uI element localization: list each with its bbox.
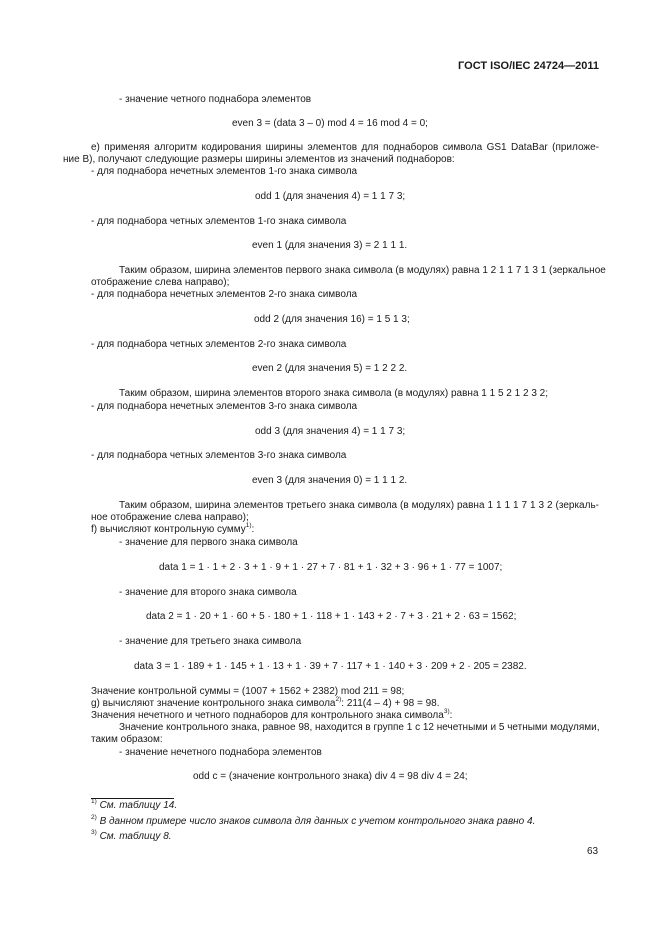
formula-line: even 3 (для значения 0) = 1 1 1 2. (252, 475, 408, 486)
text-line: - значение для третьего знака символа (119, 636, 302, 647)
footnote-ref: 2) (335, 695, 342, 703)
formula-line: even 1 (для значения 3) = 2 1 1 1. (252, 240, 408, 251)
text-line: Таким образом, ширина элементов первого знака символа (в модулях) равна 1 2 1 1 7 1 3 1 (зеркальное (119, 265, 606, 276)
text-line: - для поднабора четных элементов 3-го знака символа (91, 450, 347, 461)
text-line: - значение для второго знака символа (119, 587, 297, 598)
text-line: Значение контрольной суммы = (1007 + 1562 + 2382) mod 211 = 98; (91, 686, 405, 697)
text-line: ние В), получают следующие размеры ширины элементов из значений поднаборов: (63, 154, 455, 165)
text-line: - для поднабора четных элементов 2-го знака символа (91, 339, 347, 350)
list-item-text: g) вычисляют значение контрольного знака символа (91, 698, 336, 709)
footnote-mark: 1) (91, 797, 97, 805)
footnote-mark: 2) (91, 813, 97, 821)
text-line: таким образом: (91, 734, 163, 745)
formula-line: odd 3 (для значения 4) = 1 1 7 3; (255, 426, 406, 437)
footnote-ref: 1) (245, 521, 252, 529)
text-line (91, 707, 453, 722)
text-line: отображение слева направо); (91, 277, 230, 288)
footnote-text: См. таблицу 8. (99, 831, 172, 842)
text-line: ное отображение слева направо); (91, 512, 249, 523)
list-item-text: f) вычисляют контрольную сумму (91, 524, 246, 535)
footnote-separator (91, 798, 174, 799)
text-line: - значение для первого знака символа (119, 537, 298, 548)
text-line: - значение четного поднабора элементов (119, 94, 312, 105)
text-line: - для поднабора нечетных элементов 2-го знака символа (91, 289, 358, 300)
punctuation: : (251, 524, 255, 535)
text-line: Таким образом, ширина элементов второго знака символа (в модулях) равна 1 1 5 2 1 2 3 2; (119, 388, 548, 399)
formula-line: data 3 = 1 · 189 + 1 · 145 + 1 · 13 + 1 · 39 + 7 · 117 + 1 · 140 + 3 · 209 + 2 · 205 = 2382. (134, 661, 527, 672)
footnote (91, 828, 172, 843)
formula-line: even 3 = (data 3 – 0) mod 4 = 16 mod 4 = 0; (232, 118, 428, 129)
formula-line: data 2 = 1 · 20 + 1 · 60 + 5 · 180 + 1 · 118 + 1 · 143 + 2 · 7 + 3 · 21 + 2 · 63 = 1562; (146, 611, 517, 622)
text-line (91, 521, 255, 536)
formula-line: even 2 (для значения 5) = 1 2 2 2. (252, 363, 408, 374)
punctuation: : (449, 710, 453, 721)
footnote (91, 797, 178, 812)
text-line: - для поднабора четных элементов 1-го знака символа (91, 216, 347, 227)
page-number: 63 (587, 846, 599, 857)
text-line (91, 695, 440, 710)
text-line: - значение нечетного поднабора элементов (119, 747, 322, 758)
formula-line: odd c = (значение контрольного знака) div 4 = 98 div 4 = 24; (193, 771, 468, 782)
footnote-text: См. таблицу 14. (99, 800, 178, 811)
footnote (91, 813, 536, 828)
text-line: е) применяя алгоритм кодирования ширины элементов для поднаборов символа GS1 DataBar (приложе- (91, 142, 599, 153)
text-line: Значение контрольного знака, равное 98, находится в группе 1 с 12 нечетными и 5 четными модулями, (119, 722, 600, 733)
formula-text: : 211(4 – 4) + 98 = 98. (341, 698, 440, 709)
footnote-ref: 3) (443, 707, 450, 715)
text-line: - для поднабора нечетных элементов 1-го знака символа (91, 166, 358, 177)
formula-line: odd 1 (для значения 4) = 1 1 7 3; (255, 191, 406, 202)
formula-line: data 1 = 1 · 1 + 2 · 3 + 1 · 9 + 1 · 27 + 7 · 81 + 1 · 32 + 3 · 96 + 1 · 77 = 1007; (159, 562, 503, 573)
footnote-text: В данном примере число знаков символа для данных с учетом контрольного знака равно 4. (99, 816, 536, 827)
text-line: Таким образом, ширина элементов третьего знака символа (в модулях) равна 1 1 1 1 7 1 3 2 (зеркаль- (119, 500, 599, 511)
document-header: ГОСТ ISO/IEC 24724—2011 (458, 60, 599, 72)
formula-line: odd 2 (для значения 16) = 1 5 1 3; (254, 314, 410, 325)
text-line: - для поднабора нечетных элементов 3-го знака символа (91, 401, 358, 412)
footnote-mark: 3) (91, 828, 97, 836)
paragraph-text: Значения нечетного и четного поднаборов для контрольного знака символа (91, 710, 444, 721)
